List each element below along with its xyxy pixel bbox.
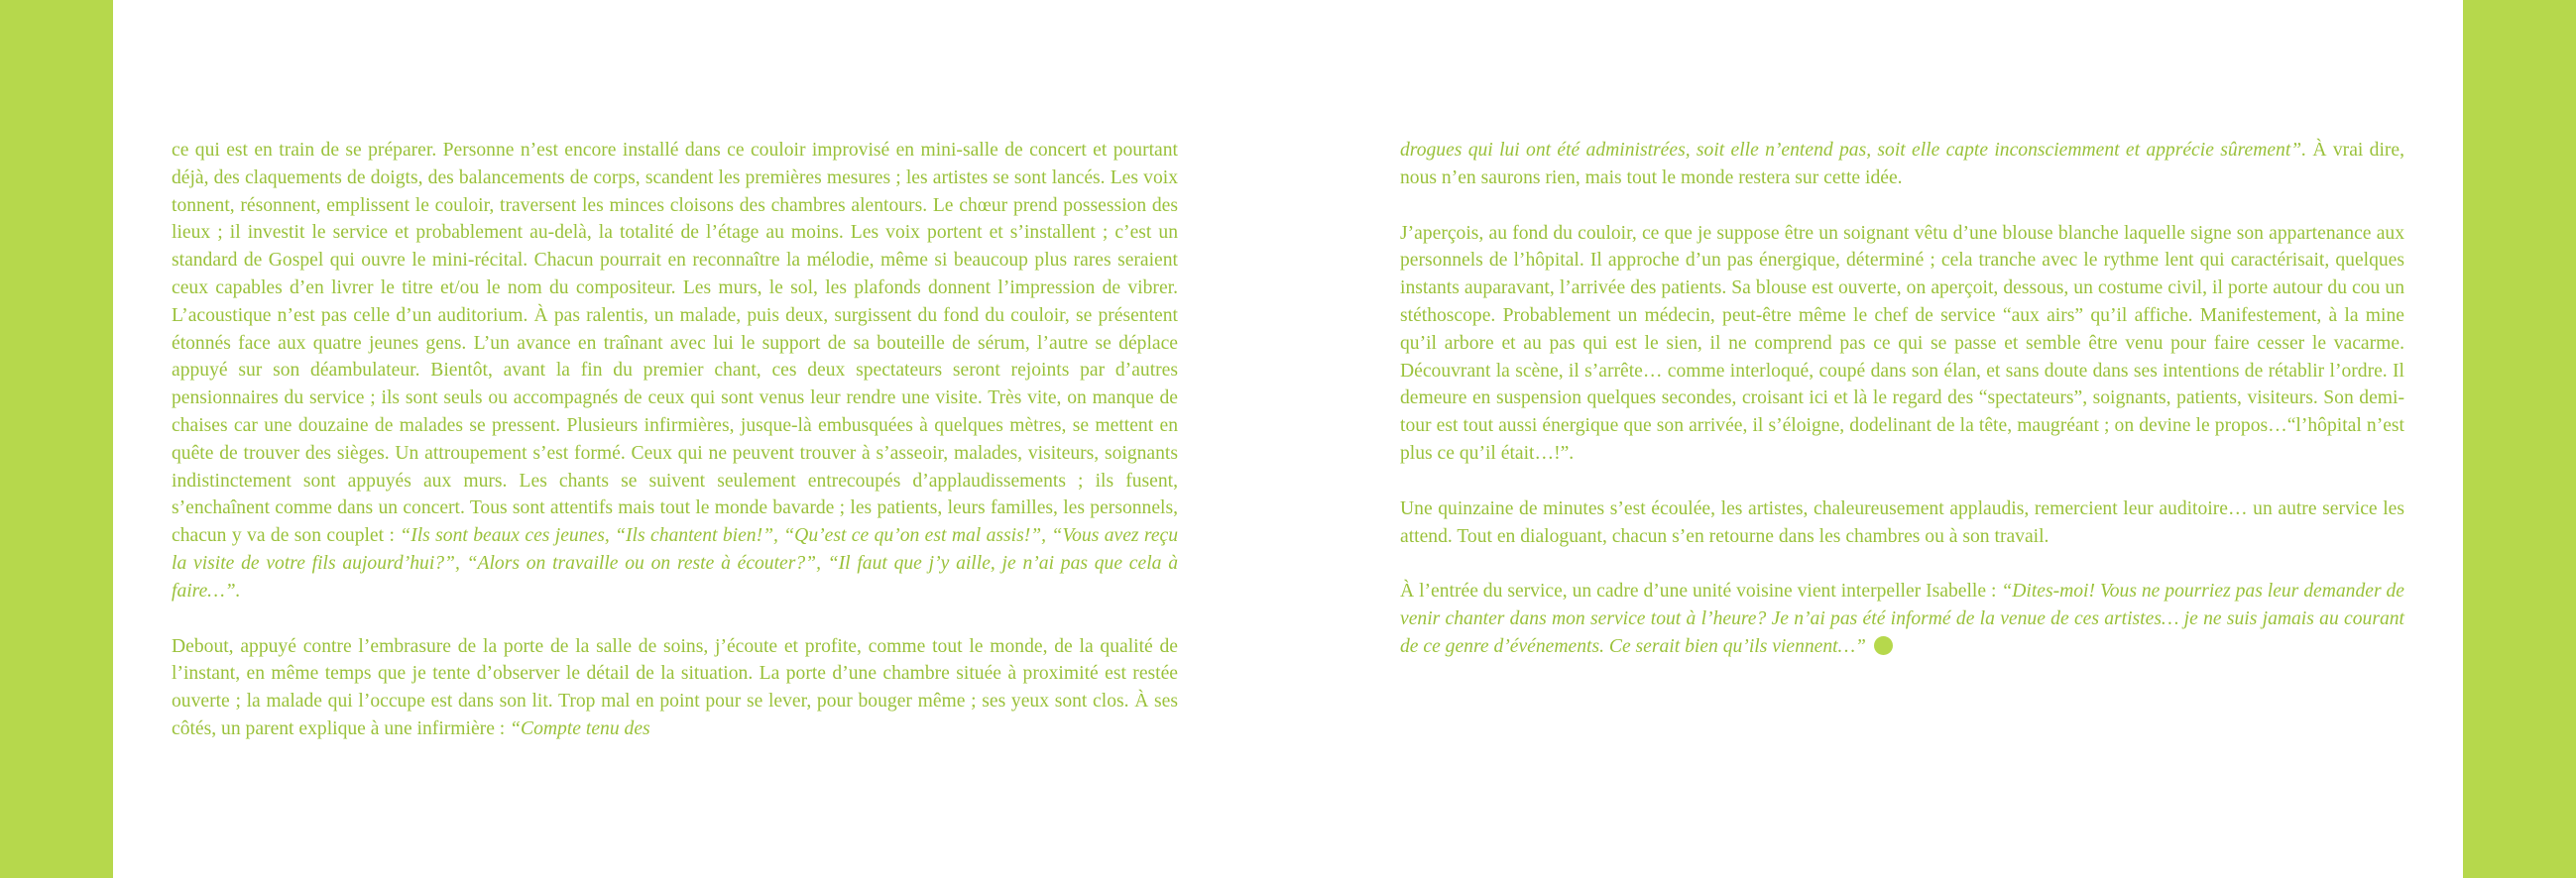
left-paragraph-1-quotes: “Ils sont beaux ces jeunes, “Ils chantent bien!”, “Qu’est ce qu’on est mal assis!”, “Vous avez reçu la visite de votre fils aujourd’hui?”, “Alors on travaille ou on reste à écouter?”, “Il faut que j’y aille, je n’ai pas que cela à faire…”. <box>172 525 1179 602</box>
right-paragraph-1-text: À vrai dire, nous n’en saurons rien, mais tout le monde restera sur cette idée. <box>1400 140 2405 188</box>
right-paragraph-3: Une quinzaine de minutes s’est écoulée, les artistes, chaleureusement applaudis, remercient leur auditoire… un autre service les attend. Tout en dialoguant, chacun s’en retourne dans les chambres ou à son travail. <box>1400 497 2404 547</box>
right-paragraph-1-quote: drogues qui lui ont été administrées, soit elle n’entend pas, soit elle capte inconsciemment et apprécie sûrement”. <box>1400 140 2307 161</box>
left-green-margin-band <box>0 0 113 878</box>
end-of-article-dot-icon <box>1874 636 1893 655</box>
right-page-column <box>1400 137 2404 661</box>
right-paragraph-4-text: À l’entrée du service, un cadre d’une unité voisine vient interpeller Isabelle : <box>1400 581 2002 603</box>
left-paragraph-1-text: ce qui est en train de se préparer. Personne n’est encore installé dans ce couloir improvisé en mini-salle de concert et pourtant déjà, des claquements de doigts, des balancements de corps, scandent les premières mesures ; les artistes se sont lancés. Les voix tonnent, résonnent, emplissent le couloir, traversent les minces cloisons des chambres alentours. Le chœur prend possession des lieux ; il investit le service et probablement au-delà, la totalité de l’étage au moins. Les voix portent et s’installent ; c’est un standard de Gospel qui ouvre le mini-récital. Chacun pourrait en reconnaître la mélodie, même si beaucoup plus rares seraient ceux capables d’en livrer le titre et/ou le nom du compositeur. Les murs, le sol, les plafonds donnent l’impression de vibrer. L’acoustique n’est pas celle d’un auditorium. À pas ralentis, un malade, puis deux, surgissent du fond du couloir, se présentent étonnés face aux quatre jeunes gens. L’un avance en traînant avec lui le support de sa bouteille de sérum, l’autre se déplace appuyé sur son déambulateur. Bientôt, avant la fin du premier chant, ces deux spectateurs seront rejoints par d’autres pensionnaires du service ; ils sont seuls ou accompagnés de ceux qui sont venus leur rendre une visite. Très vite, on manque de chaises car une douzaine de malades se pressent. Plusieurs infirmières, jusque-là embusquées à quelques mètres, se mettent en quête de trouver des sièges. Un attroupement s’est formé. Ceux qui ne peuvent trouver à s’asseoir, malades, visiteurs, soignants indistinctement sont appuyés aux murs. Les chants se suivent seulement entrecoupés d’applaudissements ; ils fusent, s’enchaînent comme dans un concert. Tous sont attentifs mais tout le monde bavarde ; les patients, leurs familles, les personnels, chacun y va de son couplet : <box>172 140 1178 547</box>
right-paragraph-2: J’aperçois, au fond du couloir, ce que je suppose être un soignant vêtu d’une blouse blanche laquelle signe son appartenance aux personnels de l’hôpital. Il approche d’un pas énergique, déterminé ; cela tranche avec le rythme lent qui caractérisait, quelques instants auparavant, l’arrivée des patients. Sa blouse est ouverte, on aperçoit, dessous, un costume civil, il porte autour du cou un stéthoscope. Probablement un médecin, peut-être même le chef de service “aux airs” qu’il affiche. Manifestement, à la mine qu’il arbore et au pas qui est le sien, il ne comprend pas ce qui se passe et semble être venu pour faire cesser le vacarme. Découvrant la scène, il s’arrête… comme interloqué, coupé dans son élan, et sans doute dans ses intentions de rétablir l’ordre. Il demeure en suspension quelques secondes, croisant ici et là le regard des “spectateurs”, soignants, patients, visiteurs. Son demi-tour est tout aussi énergique que son arrivée, il s’éloigne, dodelinant de la tête, maugréant ; on devine le propos…“l’hôpital n’est plus ce qu’il était…!”. <box>1400 222 2404 464</box>
left-paragraph-2-text: Debout, appuyé contre l’embrasure de la porte de la salle de soins, j’écoute et profite, comme tout le monde, de la qualité de l’instant, en même temps que je tente d’observer le détail de la situation. La porte d’une chambre située à proximité est restée ouverte ; la malade qui l’occupe est dans son lit. Trop mal en point pour se lever, pour bouger même ; ses yeux sont clos. À ses côtés, un parent explique à une infirmière : <box>172 635 1178 739</box>
left-paragraph-2-quote: “Compte tenu des <box>510 717 650 739</box>
right-paragraph-4 <box>1400 578 2404 660</box>
right-paragraph-1 <box>1400 137 2404 192</box>
left-page-column <box>172 137 1178 743</box>
right-paragraph-4-quote: “Dites-moi! Vous ne pourriez pas leur demander de venir chanter dans mon service tout à l’heure? Je n’ai pas été informé de la venue de ces artistes… je ne suis jamais au courant de ce genre d’événements. Ce serait bien qu’ils viennent…” <box>1400 581 2404 657</box>
left-paragraph-1 <box>172 137 1178 605</box>
left-paragraph-2 <box>172 633 1178 743</box>
right-green-margin-band <box>2463 0 2576 878</box>
